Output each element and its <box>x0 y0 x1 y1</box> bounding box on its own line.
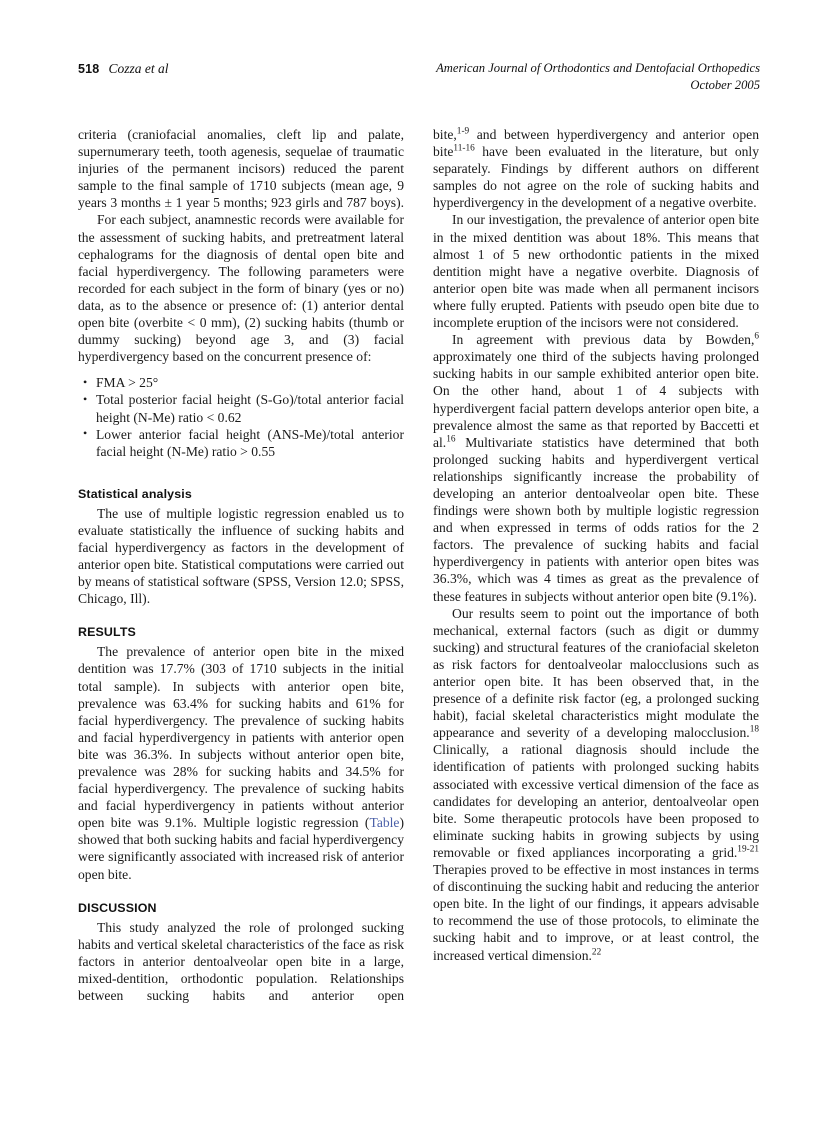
text-segment: Multivariate statistics have determined that both prolonged sucking habits and hyperdivergent vertical relationships significantly increase the probability of developing an anterior dentoalveolar open bite. These findings were shown both by multiple logistic regression and when expressed in terms of odds ratios for the 2 factors. The prevalence of sucking habits and facial hyperdivergency in patients with anterior open bites was 36.3%, which was 4 times as great as the prevalence of these features in subjects without anterior open bite (9.1%). <box>433 434 759 604</box>
paragraph-criteria: criteria (craniofacial anomalies, cleft lip and palate, supernumerary teeth, tooth agenesis, sequelae of traumatic injuries of the permanent incisors) reduced the parent sample to the final sample of 1710 subjects (mean age, 9 years 3 months ± 1 year 5 months; 923 girls and 787 boys). <box>78 127 404 211</box>
paragraph-our-results <box>433 605 759 964</box>
running-head-authors: Cozza et al <box>108 61 169 76</box>
text-segment: Therapies proved to be effective in most instances in terms of discontinuing the sucking habit and reducing the anterior open bite. In the light of our findings, it appears advisable to recommend the use of those protocols, to eliminate the sucking habit and to improve, or at least control, the increased vertical dimension. <box>433 862 759 963</box>
paragraph-bite-continuation <box>433 126 759 211</box>
paragraph-results <box>78 643 404 882</box>
heading-discussion: DISCUSSION <box>78 900 157 915</box>
spacer <box>78 607 404 624</box>
page-number: 518 <box>78 62 100 76</box>
paragraph-investigation: In our investigation, the prevalence of anterior open bite in the mixed dentition was about 18%. This means that almost 1 of 5 new orthodontic patients in the mixed dentition might have a negative overbite. Diagnosis of anterior open bite was made when all permanent incisors where fully erupted. Patients with pseudo open bite due to incomplete eruption of the incisors were not considered. <box>433 212 759 331</box>
citation-reference: 16 <box>446 434 456 445</box>
text-segment: In agreement with previous data by Bowden, <box>452 332 755 348</box>
text-segment: and between hyperdivergency and anterior open bite <box>433 127 759 160</box>
results-text-after-link: ) showed that both sucking habits and facial hyperdivergency were significantly associated with increased risk of anterior open bite. <box>78 815 404 882</box>
running-head <box>78 60 760 100</box>
text-segment: Our results seem to point out the importance of both mechanical, external factors (such as digit or dummy sucking) and structural features of the craniofacial skeleton as risk factors for dentoalveolar malocclusions such as anterior open bite. It has been observed that, in the presence of a definite risk factor (eg, a prolonged sucking habit), facial skeletal characteristics might modulate the appearance and severity of a developing malocclusion. <box>433 605 759 741</box>
citation-reference: 11-16 <box>453 143 475 154</box>
running-head-left <box>78 60 168 78</box>
bullet-item: • Total posterior facial height (S-Go)/total anterior facial height (N-Me) ratio < 0.62 <box>78 391 404 425</box>
spacer <box>78 365 404 374</box>
bullet-item: • FMA > 25° <box>78 374 404 391</box>
citation-reference: 6 <box>754 331 759 342</box>
spacer <box>78 883 404 900</box>
paragraph-discussion: This study analyzed the role of prolonged sucking habits and vertical skeletal characteristics of the face as risk factors in anterior dentoalveolar open bite in a large, mixed-dentition, orthodontic population. Relationships between sucking habits and anterior open <box>78 919 404 1004</box>
citation-reference: 18 <box>749 724 759 735</box>
right-column <box>433 126 759 964</box>
text-segment: bite, <box>433 127 457 142</box>
spacer <box>78 460 404 469</box>
text-segment: approximately one third of the subjects having prolonged sucking habits in our sample exhibited anterior open bite. On the other hand, about 1 of 4 subjects with hyperdivergent facial pattern develops anterior open bite, a prevalence almost the same as that reported by Baccetti et al. <box>433 349 759 450</box>
bullet-item: • Lower anterior facial height (ANS-Me)/total anterior facial height (N-Me) ratio > 0.55 <box>78 426 404 460</box>
left-column <box>78 126 404 1004</box>
citation-reference: 22 <box>591 946 602 957</box>
table-cross-reference-link[interactable]: Table <box>369 815 400 831</box>
citation-reference: 1-9 <box>456 126 470 137</box>
paragraph-statistical-analysis: The use of multiple logistic regression enabled us to evaluate statistically the influence of sucking habits and facial hyperdivergency as factors in the development of anterior open bite. Statistical computations were carried out by means of statistical software (SPSS, Version 12.0; SPSS, Chicago, Ill). <box>78 505 404 607</box>
criteria-bullet-list <box>78 374 404 459</box>
results-text-before-link: The prevalence of anterior open bite in the mixed dentition was 17.7% (303 of 1710 subjects in the initial total sample). In subjects with anterior open bite, prevalence was 63.4% for sucking habits and 61% for facial hyperdivergency. The prevalence of sucking habits and facial hyperdivergency in patients with anterior open bite was 36.3%. In subjects without anterior open bite, prevalence was 28% for sucking habits and 34.5% for facial hyperdivergency. The prevalence of sucking habits and facial hyperdivergency in patients without anterior open bite was 9.1%. Multiple logistic regression ( <box>78 644 404 831</box>
journal-title: American Journal of Orthodontics and Dentofacial Orthopedics <box>436 61 760 75</box>
paragraph-records: For each subject, anamnestic records were available for the assessment of sucking habits, and pretreatment lateral cephalograms for the diagnosis of dental open bite and facial hyperdivergency. The following parameters were recorded for each subject in the form of binary (yes or no) data, as to the absence or presence of: (1) anterior dental open bite (overbite < 0 mm), (2) sucking habits (thumb or dummy sucking) beyond age 3, and (3) facial hyperdivergency based on the concurrent presence of: <box>78 212 404 365</box>
running-head-right <box>436 60 760 93</box>
text-segment: have been evaluated in the literature, but only separately. Findings by different authors on different samples do not agree on the role of sucking habits and hyperdivergency in the development of a negative overbite. <box>433 144 759 211</box>
text-segment: Clinically, a rational diagnosis should include the identification of patients with prolonged sucking habits associated with excessive vertical dimension of the face as candidates for developing an anterior, dentoalveolar open bite. Some therapeutic protocols have been proposed to eliminate sucking habits in growing subjects by using removable or fixed appliances incorporating a grid. <box>433 742 759 860</box>
issue-date: October 2005 <box>690 77 760 92</box>
spacer <box>78 469 404 486</box>
heading-statistical-analysis: Statistical analysis <box>78 486 192 501</box>
heading-results: RESULTS <box>78 625 136 640</box>
citation-reference: 19-21 <box>737 844 759 855</box>
paragraph-agreement <box>433 331 759 605</box>
